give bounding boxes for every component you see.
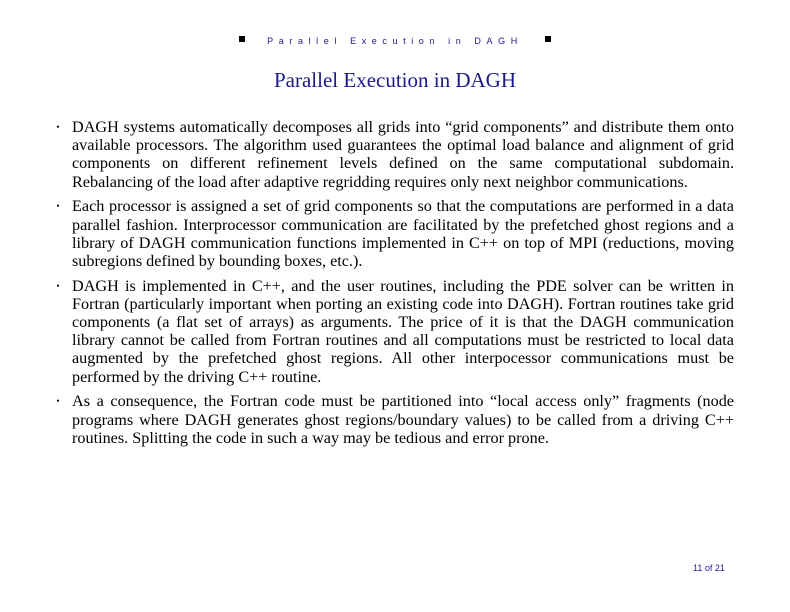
bullet-text-2: Each processor is assigned a set of grid components so that the computations are performed in a data parallel fashion. Interprocessor communication are facilitated by the prefetched ghost regions and a library of DAGH communication functions implemented in C++ on top of MPI (reductions, moving subregions defined by bounding boxes, etc.). xyxy=(72,197,734,270)
slide-title: Parallel Execution in DAGH xyxy=(273,68,517,92)
header-right-square-icon xyxy=(545,36,551,42)
bullet-icon: • xyxy=(56,122,60,132)
bullet-icon: • xyxy=(56,396,60,407)
bullet-list xyxy=(56,118,734,453)
bullet-icon: • xyxy=(56,201,60,212)
running-header xyxy=(0,31,790,50)
bullet-item-1 xyxy=(56,118,734,191)
bullet-text-1: DAGH systems automatically decomposes all grids into “grid components” and distribute them onto available processors. The algorithm used guarantees the optimal load balance and alignment of grid components on different refinement levels defined on the same computational subdomain. Rebalancing of the load after adaptive regridding requires only next neighbor communications. xyxy=(72,118,734,191)
bullet-text-4: As a consequence, the Fortran code must be partitioned into “local access only” fragments (node programs where DAGH generates ghost regions/boundary values) to be called from a driving C++ routines. Splitting the code in such a way may be tedious and error prone. xyxy=(72,392,734,447)
bullet-text-3: DAGH is implemented in C++, and the user routines, including the PDE solver can be written in Fortran (particularly important when porting an existing code into DAGH). Fortran routines take grid components (a flat set of arrays) as arguments. The price of it is that the DAGH communication library cannot be called from Fortran routines and all computations must be restricted to local data augmented by the prefetched ghost regions. All other interpocessor communications must be performed by the driving C++ routine. xyxy=(72,276,734,386)
page-number: 11 of 21 xyxy=(693,563,725,573)
bullet-item-3 xyxy=(56,276,734,386)
header-left-square-icon xyxy=(239,36,245,42)
bullet-item-4 xyxy=(56,392,734,447)
bullet-icon: • xyxy=(56,280,60,291)
running-header-title: Parallel Execution in DAGH xyxy=(267,35,523,46)
bullet-item-2 xyxy=(56,197,734,270)
